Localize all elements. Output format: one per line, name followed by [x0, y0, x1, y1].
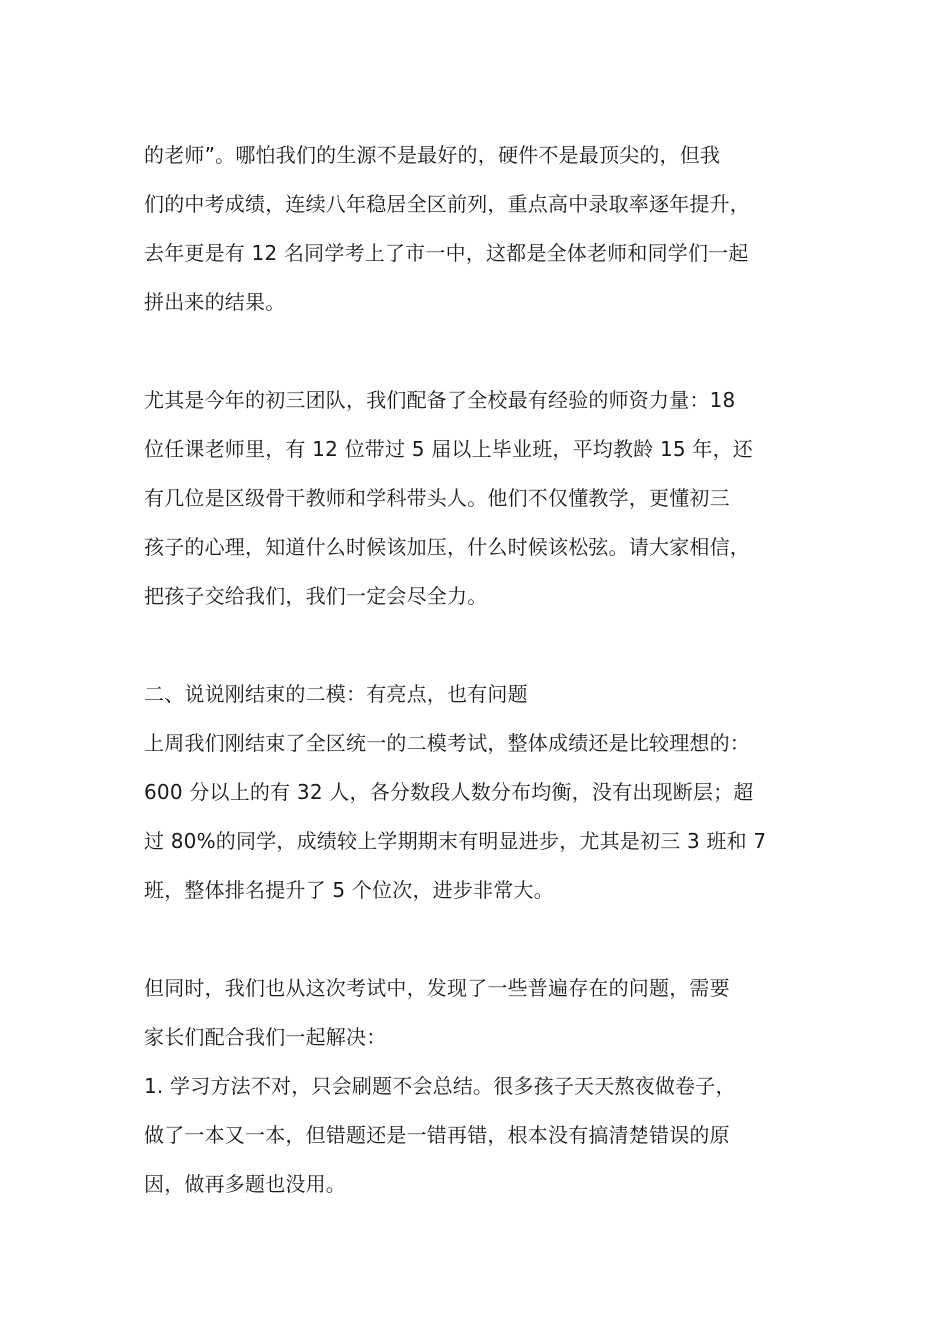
text-line: 做了一本又一本，但错题还是一错再错，根本没有搞清楚错误的原 [144, 1123, 730, 1147]
text-line: 上周我们刚结束了全区统一的二模考试，整体成绩还是比较理想的： [144, 731, 750, 755]
text-line: 但同时，我们也从这次考试中，发现了一些普遍存在的问题，需要 [144, 976, 730, 1000]
text-line: 位任课老师里，有 12 位带过 5 届以上毕业班，平均教龄 15 年，还 [144, 437, 753, 461]
section-heading: 二、说说刚结束的二模：有亮点，也有问题 [144, 682, 528, 706]
text-line: 600 分以上的有 32 人，各分数段人数分布均衡，没有出现断层；超 [144, 780, 754, 804]
paragraph-spacer [144, 327, 844, 376]
text-line: 家长们配合我们一起解决： [144, 1025, 387, 1049]
document-body [144, 131, 844, 1209]
paragraph-problems [144, 964, 844, 1209]
text-line: 因，做再多题也没用。 [144, 1172, 346, 1196]
section-second-mock-exam [144, 670, 844, 915]
paragraph-spacer [144, 621, 844, 670]
text-line: 过 80%的同学，成绩较上学期期末有明显进步，尤其是初三 3 班和 7 [144, 829, 767, 853]
text-line: 班，整体排名提升了 5 个位次，进步非常大。 [144, 878, 554, 902]
paragraph-school-results [144, 131, 844, 327]
text-line: 的老师”。哪怕我们的生源不是最好的，硬件不是最顶尖的，但我 [144, 143, 721, 167]
text-line: 拼出来的结果。 [144, 290, 286, 314]
paragraph-spacer [144, 915, 844, 964]
text-line: 有几位是区级骨干教师和学科带头人。他们不仅懂教学，更懂初三 [144, 486, 730, 510]
list-item-1: 1. 学习方法不对，只会刷题不会总结。很多孩子天天熬夜做卷子， [144, 1074, 736, 1098]
text-line: 尤其是今年的初三团队，我们配备了全校最有经验的师资力量：18 [144, 388, 736, 412]
paragraph-teaching-team [144, 376, 844, 621]
text-line: 把孩子交给我们，我们一定会尽全力。 [144, 584, 488, 608]
text-line: 孩子的心理，知道什么时候该加压，什么时候该松弦。请大家相信， [144, 535, 750, 559]
text-line: 们的中考成绩，连续八年稳居全区前列，重点高中录取率逐年提升， [144, 192, 750, 216]
text-line: 去年更是有 12 名同学考上了市一中，这都是全体老师和同学们一起 [144, 241, 749, 265]
